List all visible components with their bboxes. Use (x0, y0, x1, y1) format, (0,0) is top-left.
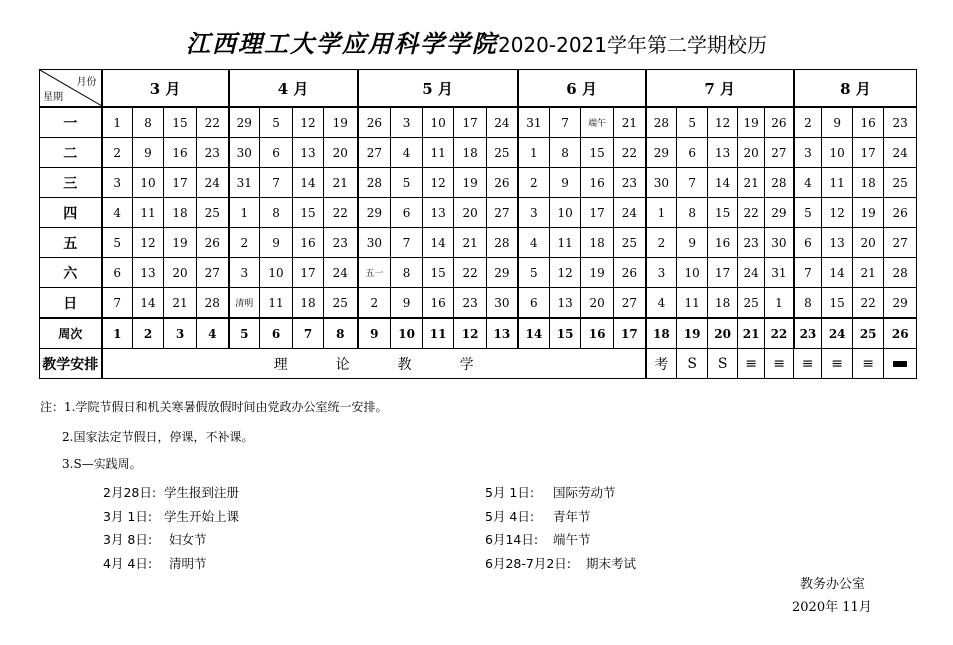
plan-cell: S (677, 349, 708, 379)
issuing-office: 教务办公室 (800, 577, 866, 592)
day-cell: 12 (133, 228, 164, 258)
plan-label: 教学安排 (40, 349, 102, 379)
day-cell: 3 (794, 138, 822, 168)
day-cell: 1 (765, 288, 794, 319)
day-cell: 27 (358, 138, 391, 168)
day-cell: 22 (614, 138, 646, 168)
event-date: 2月28日: (103, 485, 157, 500)
day-cell: 16 (293, 228, 324, 258)
event-date: 5月 1日: (485, 485, 535, 500)
day-cell: 23 (614, 168, 646, 198)
day-cell: 15 (822, 288, 853, 319)
event-date: 6月28-7月2日: (485, 555, 571, 571)
day-cell: 27 (765, 138, 794, 168)
weekday-label: 五 (40, 228, 102, 258)
event-date: 6月14日: (485, 532, 539, 547)
day-cell: 10 (133, 168, 164, 198)
day-cell: 25 (884, 168, 917, 198)
day-cell: 26 (765, 107, 794, 138)
day-cell: 24 (487, 107, 518, 138)
theory-char: 理 (273, 356, 288, 373)
day-cell: 9 (822, 107, 853, 138)
day-cell: 2 (794, 107, 822, 138)
day-cell: 14 (293, 168, 324, 198)
plan-cell-final (884, 349, 917, 379)
day-cell: 16 (708, 228, 738, 258)
day-cell: 8 (260, 198, 293, 228)
day-cell: 5 (391, 168, 423, 198)
day-cell: 5 (677, 107, 708, 138)
week-number: 24 (822, 318, 853, 349)
event-desc: 学生开始上课 (164, 508, 240, 524)
day-cell: 19 (454, 168, 487, 198)
day-cell: 29 (646, 138, 677, 168)
day-cell: 18 (454, 138, 487, 168)
event-desc: 期末考试 (586, 555, 637, 571)
day-cell: 11 (822, 168, 853, 198)
week-number: 3 (164, 318, 197, 349)
month-header: 3 月 (102, 70, 229, 108)
day-cell: 20 (738, 138, 765, 168)
day-cell: 10 (677, 258, 708, 288)
day-cell: 10 (423, 107, 454, 138)
day-cell: 28 (646, 107, 677, 138)
day-cell: 5 (102, 228, 133, 258)
plan-cell: ≡ (738, 349, 765, 379)
week-number: 26 (884, 318, 917, 349)
day-cell: 5 (794, 198, 822, 228)
day-cell: 20 (164, 258, 197, 288)
day-cell: 12 (708, 107, 738, 138)
event-desc: 国际劳动节 (553, 485, 616, 500)
day-cell: 26 (884, 198, 917, 228)
day-cell: 9 (677, 228, 708, 258)
week-number: 16 (581, 318, 614, 349)
day-cell: 20 (853, 228, 884, 258)
theory-char: 论 (335, 356, 350, 373)
day-cell: 2 (229, 228, 260, 258)
day-cell: 15 (581, 138, 614, 168)
plan-cell: S (708, 349, 738, 379)
day-cell: 19 (581, 258, 614, 288)
day-cell: 23 (884, 107, 917, 138)
month-header: 5 月 (358, 70, 518, 108)
week-number: 22 (765, 318, 794, 349)
day-cell: 29 (487, 258, 518, 288)
month-header: 8 月 (794, 70, 917, 108)
day-cell: 29 (884, 288, 917, 319)
day-cell: 17 (853, 138, 884, 168)
day-cell: 17 (581, 198, 614, 228)
day-cell: 10 (550, 198, 581, 228)
day-cell: 24 (738, 258, 765, 288)
corner-week-label: 星期 (43, 92, 63, 103)
calendar-table (39, 69, 917, 379)
day-cell: 22 (324, 198, 358, 228)
day-cell: 26 (197, 228, 229, 258)
day-cell: 11 (550, 228, 581, 258)
day-cell: 18 (293, 288, 324, 319)
day-cell: 11 (423, 138, 454, 168)
day-cell: 29 (229, 107, 260, 138)
day-cell: 10 (822, 138, 853, 168)
day-cell: 7 (391, 228, 423, 258)
week-number: 14 (518, 318, 550, 349)
day-cell: 6 (677, 138, 708, 168)
week-number: 10 (391, 318, 423, 349)
plan-cell: ≡ (794, 349, 822, 379)
event-date: 3月 8日: (103, 532, 153, 547)
day-cell: 30 (229, 138, 260, 168)
day-cell: 12 (822, 198, 853, 228)
day-cell: 29 (765, 198, 794, 228)
event-date: 4月 4日: (103, 555, 153, 571)
day-cell: 16 (581, 168, 614, 198)
day-cell: 3 (646, 258, 677, 288)
day-cell: 25 (324, 288, 358, 319)
day-cell: 13 (133, 258, 164, 288)
day-cell: 30 (765, 228, 794, 258)
plan-cell: 考 (646, 349, 677, 379)
day-cell: 6 (518, 288, 550, 319)
weekday-label: 三 (40, 168, 102, 198)
day-cell: 13 (293, 138, 324, 168)
day-cell: 15 (708, 198, 738, 228)
title-school: 江西理工大学应用科学学院 (185, 29, 498, 58)
corner-month-label: 月份 (76, 77, 97, 88)
day-cell: 28 (765, 168, 794, 198)
event-desc: 清明节 (169, 555, 207, 571)
plan-cell: ≡ (765, 349, 794, 379)
day-cell: 22 (853, 288, 884, 319)
day-cell: 12 (550, 258, 581, 288)
event-desc: 端午节 (553, 532, 591, 547)
day-cell: 3 (102, 168, 133, 198)
day-cell: 8 (794, 288, 822, 319)
weekday-label: 一 (40, 107, 102, 138)
day-cell: 20 (581, 288, 614, 319)
day-cell: 7 (102, 288, 133, 319)
day-cell: 22 (197, 107, 229, 138)
day-cell: 16 (423, 288, 454, 319)
day-cell: 23 (324, 228, 358, 258)
issue-date: 2020年 11月 (792, 600, 872, 615)
week-number: 15 (550, 318, 581, 349)
day-cell: 19 (853, 198, 884, 228)
day-cell: 19 (164, 228, 197, 258)
day-cell: 22 (738, 198, 765, 228)
day-cell: 9 (391, 288, 423, 319)
day-cell: 26 (358, 107, 391, 138)
day-cell: 30 (487, 288, 518, 319)
week-number: 20 (708, 318, 738, 349)
day-cell: 13 (822, 228, 853, 258)
day-cell: 23 (738, 228, 765, 258)
day-cell: 3 (518, 198, 550, 228)
day-cell: 2 (646, 228, 677, 258)
weekday-label: 日 (40, 288, 102, 319)
day-cell: 20 (454, 198, 487, 228)
day-cell: 清明 (229, 288, 260, 319)
day-cell: 18 (708, 288, 738, 319)
event-desc: 学生报到注册 (164, 485, 240, 500)
day-cell: 五一 (358, 258, 391, 288)
day-cell: 27 (487, 198, 518, 228)
day-cell: 4 (518, 228, 550, 258)
day-cell: 14 (708, 168, 738, 198)
month-header: 6 月 (518, 70, 646, 108)
day-cell: 13 (423, 198, 454, 228)
day-cell: 24 (614, 198, 646, 228)
day-cell: 24 (324, 258, 358, 288)
day-cell: 26 (614, 258, 646, 288)
day-cell: 27 (884, 228, 917, 258)
day-cell: 28 (197, 288, 229, 319)
day-cell: 5 (260, 107, 293, 138)
day-cell: 2 (358, 288, 391, 319)
day-cell: 30 (358, 228, 391, 258)
month-header: 7 月 (646, 70, 794, 108)
day-cell: 31 (518, 107, 550, 138)
day-cell: 5 (518, 258, 550, 288)
day-cell: 8 (677, 198, 708, 228)
day-cell: 20 (324, 138, 358, 168)
day-cell: 7 (794, 258, 822, 288)
day-cell: 8 (550, 138, 581, 168)
weekday-label: 六 (40, 258, 102, 288)
title-term: 2020-2021学年第二学期校历 (497, 33, 767, 57)
note-3: 3.S—实践周。 (62, 457, 142, 471)
day-cell: 21 (853, 258, 884, 288)
day-cell: 6 (391, 198, 423, 228)
filled-block-icon (893, 361, 907, 367)
day-cell: 端午 (581, 107, 614, 138)
week-number: 7 (293, 318, 324, 349)
day-cell: 24 (884, 138, 917, 168)
day-cell: 30 (646, 168, 677, 198)
day-cell: 21 (164, 288, 197, 319)
day-cell: 10 (260, 258, 293, 288)
day-cell: 16 (853, 107, 884, 138)
day-cell: 17 (708, 258, 738, 288)
day-cell: 4 (794, 168, 822, 198)
day-cell: 21 (324, 168, 358, 198)
day-cell: 1 (646, 198, 677, 228)
week-label: 周次 (40, 318, 102, 349)
day-cell: 28 (487, 228, 518, 258)
week-number: 6 (260, 318, 293, 349)
day-cell: 1 (229, 198, 260, 228)
day-cell: 19 (324, 107, 358, 138)
day-cell: 25 (614, 228, 646, 258)
day-cell: 6 (102, 258, 133, 288)
day-cell: 13 (550, 288, 581, 319)
day-cell: 4 (391, 138, 423, 168)
day-cell: 25 (197, 198, 229, 228)
page-title (0, 24, 953, 59)
day-cell: 29 (358, 198, 391, 228)
plan-cell: ≡ (853, 349, 884, 379)
week-number: 17 (614, 318, 646, 349)
event-desc: 青年节 (553, 508, 591, 524)
event-desc: 妇女节 (169, 532, 207, 547)
day-cell: 18 (853, 168, 884, 198)
day-cell: 11 (260, 288, 293, 319)
theory-char: 学 (459, 356, 474, 373)
day-cell: 15 (293, 198, 324, 228)
week-number: 25 (853, 318, 884, 349)
day-cell: 3 (229, 258, 260, 288)
day-cell: 3 (391, 107, 423, 138)
day-cell: 11 (133, 198, 164, 228)
day-cell: 27 (197, 258, 229, 288)
week-number: 2 (133, 318, 164, 349)
day-cell: 12 (293, 107, 324, 138)
day-cell: 25 (487, 138, 518, 168)
day-cell: 15 (164, 107, 197, 138)
week-number: 19 (677, 318, 708, 349)
day-cell: 23 (454, 288, 487, 319)
week-number: 8 (324, 318, 358, 349)
day-cell: 14 (423, 228, 454, 258)
week-number: 23 (794, 318, 822, 349)
day-cell: 6 (260, 138, 293, 168)
week-number: 12 (454, 318, 487, 349)
day-cell: 31 (229, 168, 260, 198)
month-header: 4 月 (229, 70, 358, 108)
day-cell: 19 (738, 107, 765, 138)
day-cell: 16 (164, 138, 197, 168)
weekday-label: 四 (40, 198, 102, 228)
day-cell: 14 (822, 258, 853, 288)
day-cell: 26 (487, 168, 518, 198)
week-number: 13 (487, 318, 518, 349)
day-cell: 7 (677, 168, 708, 198)
day-cell: 9 (550, 168, 581, 198)
week-number: 18 (646, 318, 677, 349)
note-2: 2.国家法定节假日，停课，不补课。 (62, 430, 254, 444)
week-number: 1 (102, 318, 133, 349)
day-cell: 4 (646, 288, 677, 319)
corner-cell (40, 70, 102, 108)
day-cell: 24 (197, 168, 229, 198)
day-cell: 17 (293, 258, 324, 288)
day-cell: 18 (581, 228, 614, 258)
week-number: 11 (423, 318, 454, 349)
day-cell: 1 (518, 138, 550, 168)
note-1: 注：1.学院节假日和机关寒暑假放假时间由党政办公室统一安排。 (40, 400, 388, 414)
day-cell: 31 (765, 258, 794, 288)
event-date: 3月 1日: (103, 508, 153, 524)
plan-cell: ≡ (822, 349, 853, 379)
day-cell: 22 (454, 258, 487, 288)
day-cell: 27 (614, 288, 646, 319)
day-cell: 13 (708, 138, 738, 168)
theory-char: 教 (397, 356, 412, 373)
day-cell: 14 (133, 288, 164, 319)
day-cell: 7 (260, 168, 293, 198)
day-cell: 21 (614, 107, 646, 138)
day-cell: 28 (358, 168, 391, 198)
event-date: 5月 4日: (485, 508, 535, 524)
weekday-label: 二 (40, 138, 102, 168)
day-cell: 8 (391, 258, 423, 288)
day-cell: 21 (738, 168, 765, 198)
day-cell: 11 (677, 288, 708, 319)
day-cell: 12 (423, 168, 454, 198)
day-cell: 7 (550, 107, 581, 138)
day-cell: 2 (102, 138, 133, 168)
day-cell: 2 (518, 168, 550, 198)
week-number: 9 (358, 318, 391, 349)
day-cell: 23 (197, 138, 229, 168)
week-number: 5 (229, 318, 260, 349)
day-cell: 9 (133, 138, 164, 168)
plan-theory (102, 349, 646, 379)
week-number: 4 (197, 318, 229, 349)
day-cell: 6 (794, 228, 822, 258)
day-cell: 9 (260, 228, 293, 258)
day-cell: 15 (423, 258, 454, 288)
day-cell: 25 (738, 288, 765, 319)
day-cell: 1 (102, 107, 133, 138)
day-cell: 17 (454, 107, 487, 138)
day-cell: 17 (164, 168, 197, 198)
day-cell: 4 (102, 198, 133, 228)
day-cell: 18 (164, 198, 197, 228)
week-number: 21 (738, 318, 765, 349)
day-cell: 28 (884, 258, 917, 288)
day-cell: 8 (133, 107, 164, 138)
day-cell: 21 (454, 228, 487, 258)
